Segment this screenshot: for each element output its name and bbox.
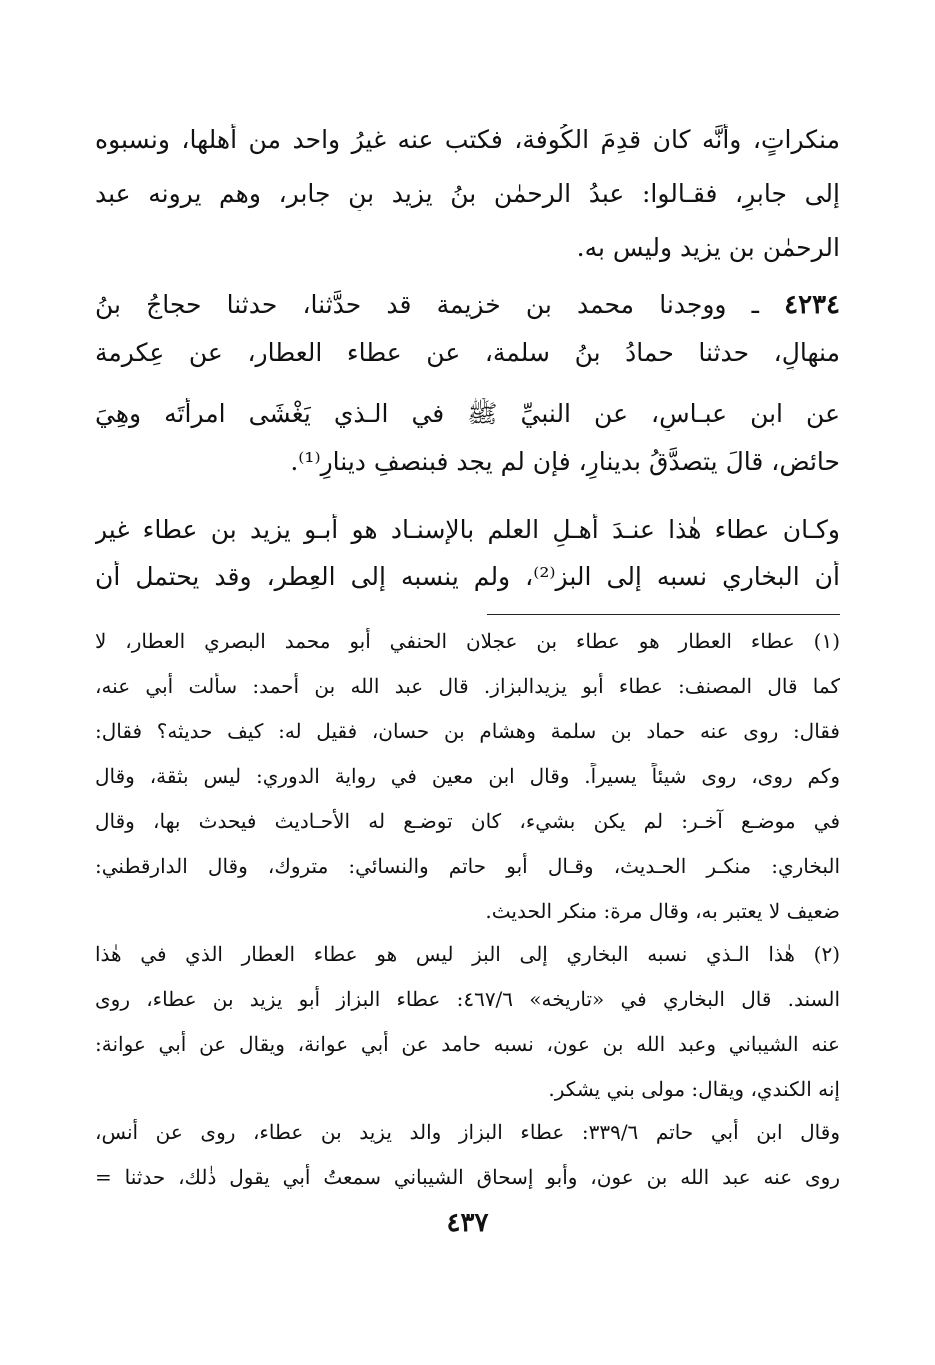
- footnote-line: فقال: روى عنه حماد بن سلمة وهشام بن حسان، فقيل له: كيف حديثه؟ فقال:: [95, 719, 840, 743]
- footnote-line: (٢) هٰذا الـذي نسبه البخاري إلى البز ليس هو عطاء العطار الذي في هٰذا: [95, 942, 840, 966]
- hadith-number: ٤٢٣٤: [784, 290, 840, 320]
- hadith-line: [95, 289, 840, 323]
- footnote-line: السند. قال البخاري في «تاريخه» ٤٦٧/٦: عطاء البزاز أبو يزيد بن عطاء، روى: [95, 987, 840, 1011]
- footnote-line: في موضـع آخـر: لم يكن بشيء، كان توضـع له الأحـاديث فيحدث بها، وقال: [95, 809, 840, 833]
- footnote-line: إنه الكندي، ويقال: مولى بني يشكر.: [548, 1077, 840, 1101]
- main-text-line: منهالٍ، حدثنا حمادُ بنُ سلمة، عن عطاء العطار، عن عِكرمة: [95, 338, 840, 367]
- main-text-line: منكراتٍ، وأنَّه كان قدِمَ الكُوفة، فكتب عنه غيرُ واحد من أهلها، ونسبوه: [95, 125, 840, 154]
- footnote-line: وقال ابن أبي حاتم ٣٣٩/٦: عطاء البزاز والد يزيد بن عطاء، روى عن أنس،: [95, 1120, 840, 1144]
- main-text-line: وكـان عطاء هٰذا عنـدَ أهـلِ العلم بالإسنـاد هو أبـو يزيد بن عطاء غير: [95, 515, 840, 544]
- footnote-line: كما قال المصنف: عطاء أبو يزيدالبزاز. قال عبد الله بن أحمد: سألت أبي عنه،: [95, 674, 840, 698]
- main-text-line: عن ابن عبـاسٍ، عن النبيِّ ﷺ في الـذي يَغْشَى امرأتَه وهِيَ: [95, 399, 840, 428]
- footnote-line: ضعيف لا يعتبر به، وقال مرة: منكر الحديث.: [485, 899, 840, 923]
- main-text-line: أن البخاري نسبه إلى البز⁽²⁾، ولم ينسبه إلى العِطر، وقد يحتمل أن: [95, 562, 840, 591]
- hadith-text: ـ ووجدنا محمد بن خزيمة قد حدَّثنا، حدثنا حجاجُ بنُ: [95, 290, 759, 319]
- footnote-line: (١) عطاء العطار هو عطاء بن عجلان الحنفي أبو محمد البصري العطار، لا: [95, 629, 840, 653]
- main-text-line: الرحمٰن بن يزيد وليس به.: [576, 233, 840, 262]
- footnote-line: وكم روى، روى شيئاً يسيراً. وقال ابن معين في رواية الدوري: ليس بثقة، وقال: [95, 764, 840, 788]
- footnote-line: روى عنه عبد الله بن عون، وأبو إسحاق الشيباني سمعتُ أبي يقول ذٰلك، حدثنا =: [95, 1165, 840, 1189]
- page-number: ٤٣٧: [446, 1208, 489, 1238]
- footnote-line: عنه الشيباني وعبد الله بن عون، نسبه حامد عن أبي عوانة، ويقال عن أبي عوانة:: [95, 1032, 840, 1056]
- main-text-line: حائض، قالَ يتصدَّقُ بدينارٍ، فإن لم يجد فبنصفِ دينارٍ⁽¹⁾.: [290, 447, 840, 476]
- footnote-separator: [487, 614, 840, 615]
- footnote-line: البخاري: منكـر الحـديث، وقـال أبو حاتم والنسائي: متروك، وقال الدارقطني:: [95, 854, 840, 878]
- main-text-line: إلى جابرٍ، فقـالوا: عبدُ الرحمٰن بنُ يزيد بنِ جابر، وهم يرونه عبد: [95, 179, 840, 208]
